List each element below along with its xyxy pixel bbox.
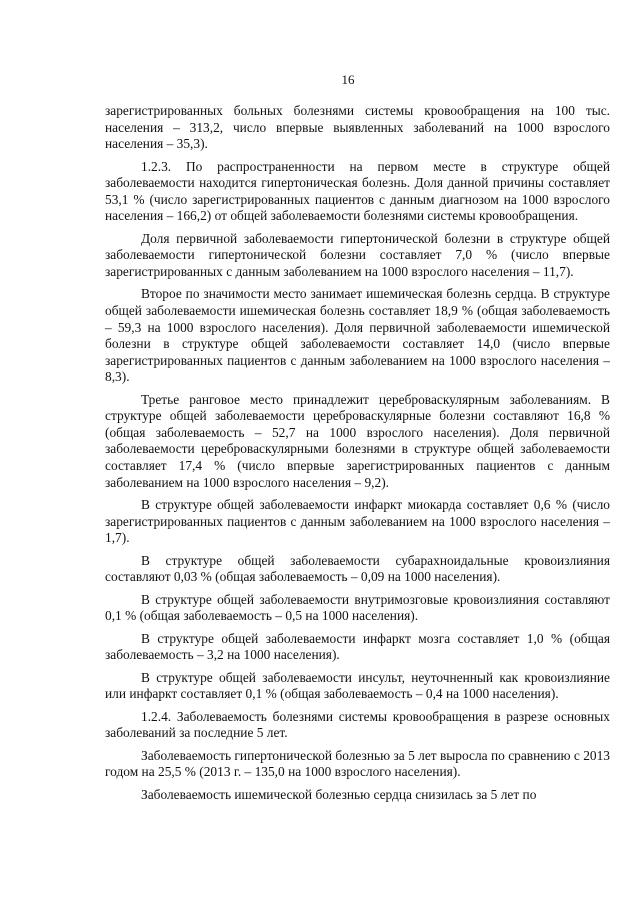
paragraph-ischemic-heart-disease: Второе по значимости место занимает ишемическая болезнь сердца. В структуре общей заболеваемости ишемическая болезнь составляет 18,9 % (общая заболеваемость – 59,3 на 1000 взрослого населения). Доля первичной заболеваемости ишемической болезни в структуре общей заболеваемости составляет 14,0 (число впервые зарегистрированных пациентов с данным заболеванием на 1000 взрослого населения – 8,3). xyxy=(105,286,610,385)
paragraph-stroke-unspecified: В структуре общей заболеваемости инсульт, неуточненный как кровоизлияние или инфаркт составляет 0,1 % (общая заболеваемость – 0,4 на 1000 населения). xyxy=(105,669,610,702)
paragraph-hypertension-primary: Доля первичной заболеваемости гипертонической болезни в структуре общей заболеваемости гипертонической болезни составляет 7,0 % (число впервые зарегистрированных с данным заболеванием на 1000 взрослого населения – 11,7). xyxy=(105,230,610,279)
paragraph-section-1-2-4: 1.2.4. Заболеваемость болезнями системы кровообращения в разрезе основных заболеваний за последние 5 лет. xyxy=(105,708,610,741)
paragraph-continuation: зарегистрированных больных болезнями системы кровообращения на 100 тыс. населения – 313,2, число впервые выявленных заболеваний на 1000 взрослого населения – 35,3). xyxy=(105,103,610,152)
paragraph-subarachnoid: В структуре общей заболеваемости субарахноидальные кровоизлияния составляют 0,03 % (общая заболеваемость – 0,09 на 1000 населения). xyxy=(105,552,610,585)
paragraph-ischemic-trend: Заболеваемость ишемической болезнью сердца снизилась за 5 лет по xyxy=(141,786,537,802)
paragraph-intracerebral: В структуре общей заболеваемости внутримозговые кровоизлияния составляют 0,1 % (общая заболеваемость – 0,5 на 1000 населения). xyxy=(105,591,610,624)
paragraph-myocardial-infarction: В структуре общей заболеваемости инфаркт миокарда составляет 0,6 % (число зарегистрированных пациентов с данным заболеванием на 1000 взрослого населения – 1,7). xyxy=(105,497,610,546)
paragraph-section-1-2-3: 1.2.3. По распространенности на первом месте в структуре общей заболеваемости находится гипертоническая болезнь. Доля данной причины составляет 53,1 % (число зарегистрированных пациентов с данным диагнозом на 1000 взрослого населения – 166,2) от общей заболеваемости болезнями системы кровообращения. xyxy=(105,158,610,224)
paragraph-cerebral-infarction: В структуре общей заболеваемости инфаркт мозга составляет 1,0 % (общая заболеваемость – 3,2 на 1000 населения). xyxy=(105,630,610,663)
paragraph-cerebrovascular: Третье ранговое место принадлежит цереброваскулярным заболеваниям. В структуре общей заболеваемости цереброваскулярные болезни составляют 16,8 % (общая заболеваемость – 52,7 на 1000 взрослого населения). Доля первичной заболеваемости цереброваскулярными болезнями в структуре общей заболеваемости составляет 17,4 % (число впервые зарегистрированных пациентов с данным заболеванием на 1000 взрослого населения – 9,2). xyxy=(105,391,610,490)
page-number: 16 xyxy=(341,72,355,87)
document-body xyxy=(105,103,610,809)
paragraph-hypertension-trend: Заболеваемость гипертонической болезнью за 5 лет выросла по сравнению с 2013 годом на 25,5 % (2013 г. – 135,0 на 1000 взрослого населения). xyxy=(105,747,610,780)
